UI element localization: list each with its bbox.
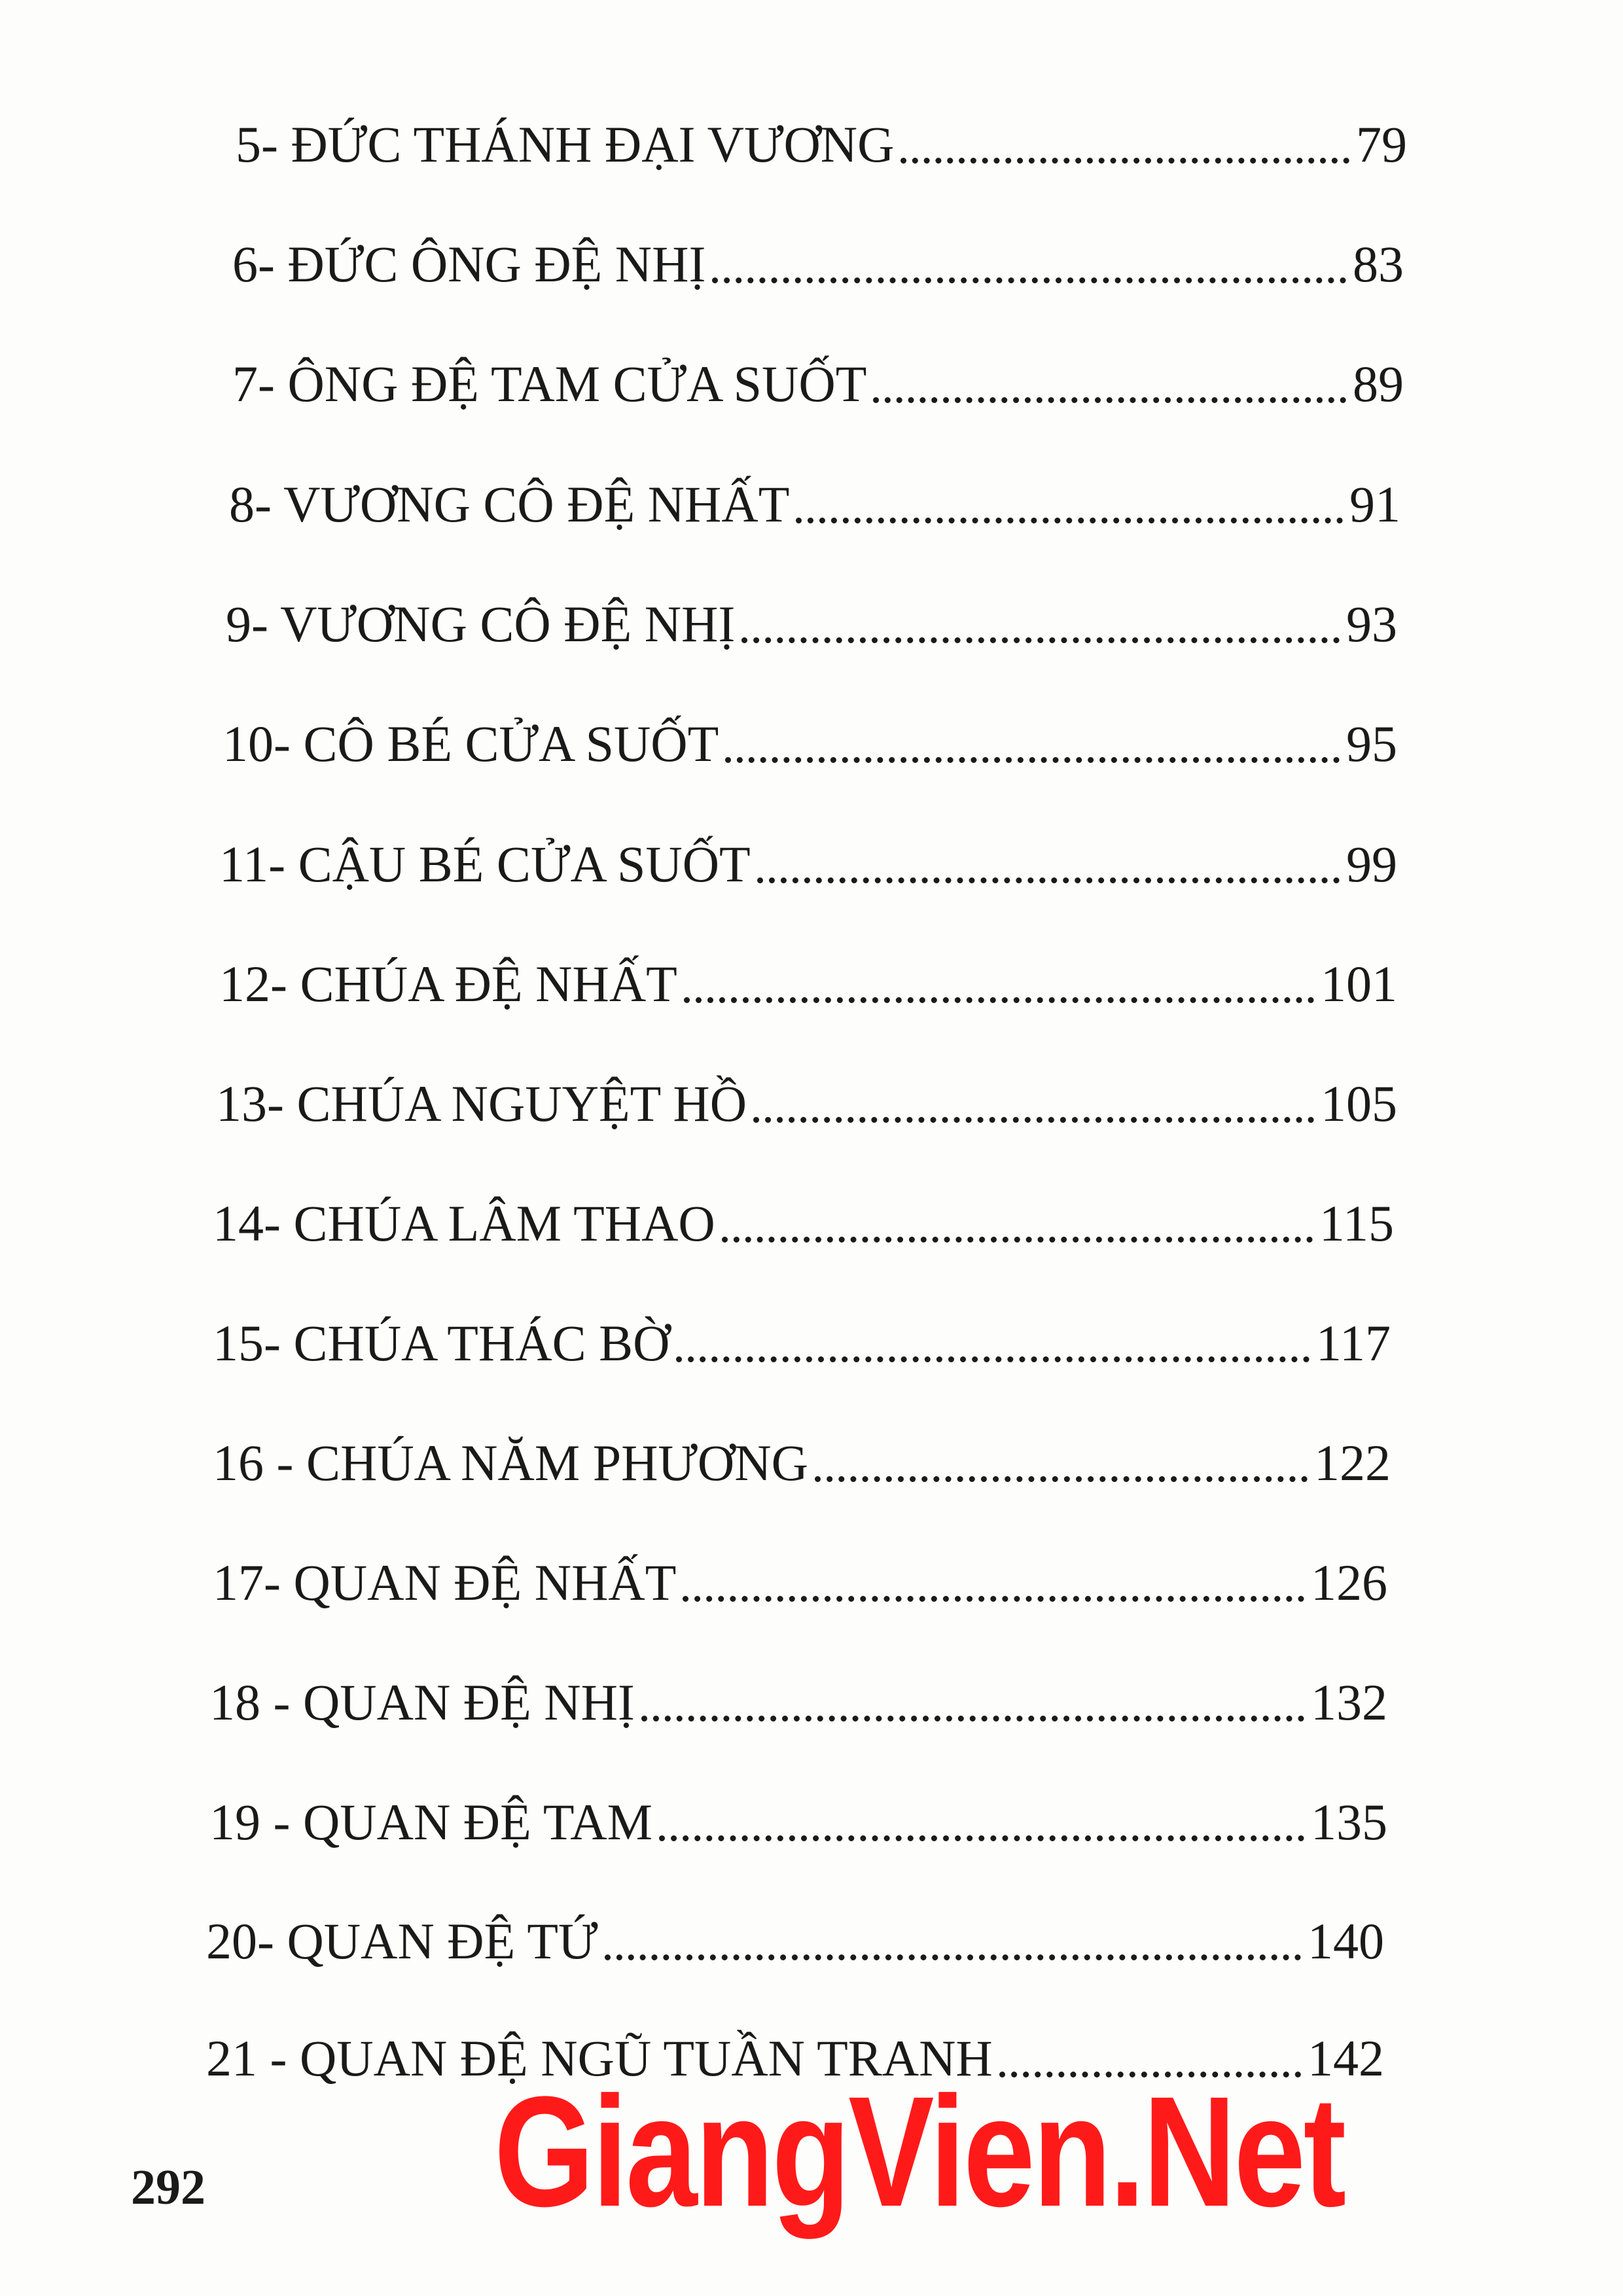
toc-entry-page: 99 xyxy=(1346,836,1397,892)
toc-entry xyxy=(209,1650,1387,1731)
dot-leader xyxy=(901,158,1349,164)
toc-entry-title: 18 - QUAN ĐỆ NHỊ xyxy=(209,1674,635,1731)
toc-entry-page: 132 xyxy=(1311,1674,1387,1731)
dot-leader xyxy=(757,877,1340,883)
toc-entry-title: 20- QUAN ĐỆ TỨ xyxy=(206,1913,598,1969)
dot-leader xyxy=(712,277,1346,283)
toc-entry-title: 7- ÔNG ĐỆ TAM CỬA SUỐT xyxy=(232,355,867,412)
page-number: 292 xyxy=(131,2160,205,2215)
toc-entry xyxy=(213,1410,1391,1489)
watermark-logo: GiangVien.Net xyxy=(494,2064,1344,2239)
toc-entry xyxy=(236,92,1407,173)
toc-entry xyxy=(232,331,1404,410)
toc-entry-title: 15- CHÚA THÁC BỜ xyxy=(213,1315,670,1371)
dot-leader xyxy=(722,1237,1313,1243)
toc-entry-page: 142 xyxy=(1308,2030,1384,2087)
toc-entry-title: 6- ĐỨC ÔNG ĐỆ NHỊ xyxy=(232,236,706,292)
toc-entry-page: 93 xyxy=(1346,595,1397,652)
dot-leader xyxy=(684,997,1314,1003)
toc-entry xyxy=(216,1051,1397,1132)
toc-entry xyxy=(219,931,1397,1010)
dot-leader xyxy=(741,637,1340,643)
toc-entry-page: 91 xyxy=(1349,476,1400,533)
toc-entry-title: 12- CHÚA ĐỆ NHẤT xyxy=(219,955,677,1012)
toc-entry-title: 5- ĐỨC THÁNH ĐẠI VƯƠNG xyxy=(236,116,895,173)
toc-entry xyxy=(226,571,1397,650)
toc-entry-page: 89 xyxy=(1353,355,1404,412)
toc-entry-title: 19 - QUAN ĐỆ TAM xyxy=(209,1793,652,1850)
dot-leader xyxy=(815,1476,1308,1482)
toc-entry-title: 21 - QUAN ĐỆ NGŨ TUẦN TRANH xyxy=(206,2030,993,2087)
toc-entry xyxy=(206,1888,1384,1967)
dot-leader xyxy=(873,397,1346,403)
toc-entry xyxy=(219,811,1397,890)
dot-leader xyxy=(659,1835,1304,1841)
dot-leader xyxy=(676,1356,1309,1362)
toc-entry-title: 9- VƯƠNG CÔ ĐỆ NHỊ xyxy=(226,595,736,652)
toc-entry-page: 122 xyxy=(1314,1434,1391,1491)
toc-entry xyxy=(223,691,1397,772)
dot-leader xyxy=(641,1716,1304,1722)
toc-entry-page: 105 xyxy=(1321,1075,1397,1132)
toc-entry-title: 16 - CHÚA NĂM PHƯƠNG xyxy=(213,1434,808,1491)
toc-entry-page: 126 xyxy=(1311,1554,1387,1611)
dot-leader xyxy=(683,1596,1304,1602)
toc-entry-page: 95 xyxy=(1346,715,1397,772)
toc-entry-page: 115 xyxy=(1319,1195,1394,1252)
toc-entry-title: 14- CHÚA LÂM THAO xyxy=(213,1195,715,1252)
toc-entry-title: 13- CHÚA NGUYỆT HỒ xyxy=(216,1075,747,1132)
toc-entry xyxy=(232,211,1404,290)
toc-entry-title: 11- CẬU BÉ CỬA SUỐT xyxy=(219,836,751,892)
toc-entry-page: 140 xyxy=(1308,1913,1384,1969)
toc-entry xyxy=(229,451,1400,533)
toc-entry xyxy=(213,1171,1394,1252)
toc-entry xyxy=(213,1290,1391,1369)
dot-leader xyxy=(605,1954,1301,1960)
toc-entry-page: 117 xyxy=(1315,1315,1391,1371)
dot-leader xyxy=(753,1117,1314,1123)
toc-entry-page: 101 xyxy=(1321,955,1397,1012)
toc-entry xyxy=(213,1530,1387,1611)
toc-entry-page: 83 xyxy=(1353,236,1404,292)
toc-entry-title: 10- CÔ BÉ CỬA SUỐT xyxy=(223,715,719,772)
toc-entry xyxy=(209,1769,1387,1848)
toc-entry-page: 135 xyxy=(1311,1793,1387,1850)
dot-leader xyxy=(796,518,1343,523)
dot-leader xyxy=(725,757,1340,763)
toc-entry-title: 17- QUAN ĐỆ NHẤT xyxy=(213,1554,677,1611)
toc-entry-title: 8- VƯƠNG CÔ ĐỆ NHẤT xyxy=(229,476,790,533)
toc-entry-page: 79 xyxy=(1356,116,1407,173)
